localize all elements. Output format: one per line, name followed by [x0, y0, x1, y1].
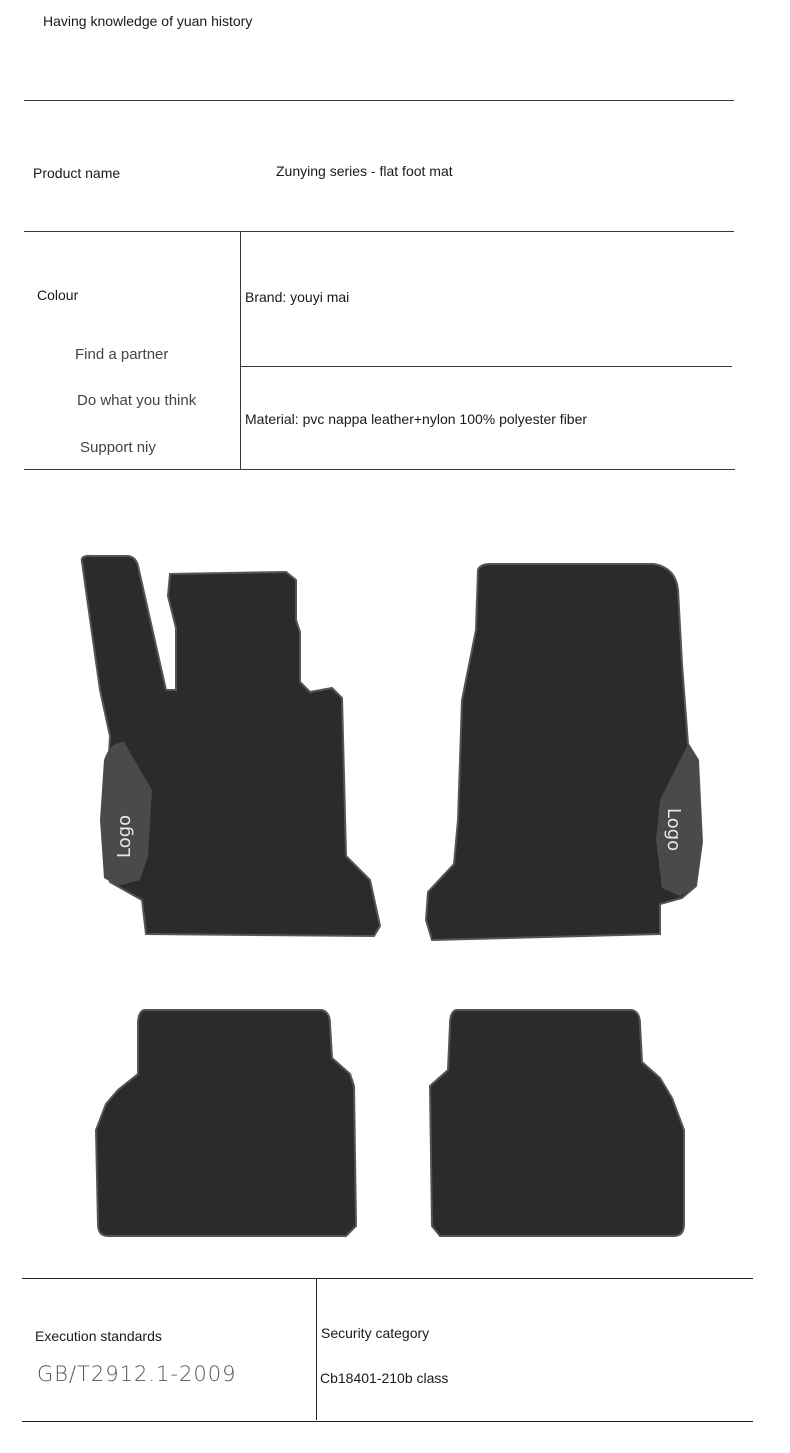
execution-standards-value: GB/T2912.1-2009: [37, 1362, 237, 1386]
colour-option: Support niy: [80, 439, 156, 456]
floor-mats-image: [0, 540, 790, 1260]
divider: [24, 469, 735, 470]
divider: [22, 1421, 753, 1422]
product-name-value: Zunying series - flat foot mat: [276, 163, 453, 179]
logo-label-left: Logo: [114, 814, 135, 858]
divider: [240, 366, 732, 367]
colour-label: Colour: [37, 287, 79, 303]
execution-standards-label: Execution standards: [35, 1328, 162, 1344]
colour-option: Do what you think: [77, 392, 197, 409]
security-category-value: Cb18401-210b class: [320, 1370, 449, 1386]
brand-history-text: Having knowledge of yuan history: [43, 13, 253, 29]
front-right-mat: [426, 564, 702, 940]
divider: [22, 1278, 753, 1279]
brand-text: Brand: youyi mai: [245, 289, 350, 305]
product-name-label: Product name: [33, 165, 121, 181]
divider: [24, 100, 734, 101]
colour-option: Find a partner: [75, 346, 169, 363]
security-category-label: Security category: [321, 1325, 430, 1341]
logo-label-right: Logo: [663, 808, 684, 852]
rear-left-mat: [96, 1010, 356, 1236]
rear-right-mat: [430, 1010, 684, 1236]
divider: [24, 231, 734, 232]
material-text: Material: pvc nappa leather+nylon 100% polyester fiber: [245, 411, 588, 427]
table-divider-vertical: [316, 1278, 317, 1420]
table-divider-vertical: [240, 231, 241, 470]
